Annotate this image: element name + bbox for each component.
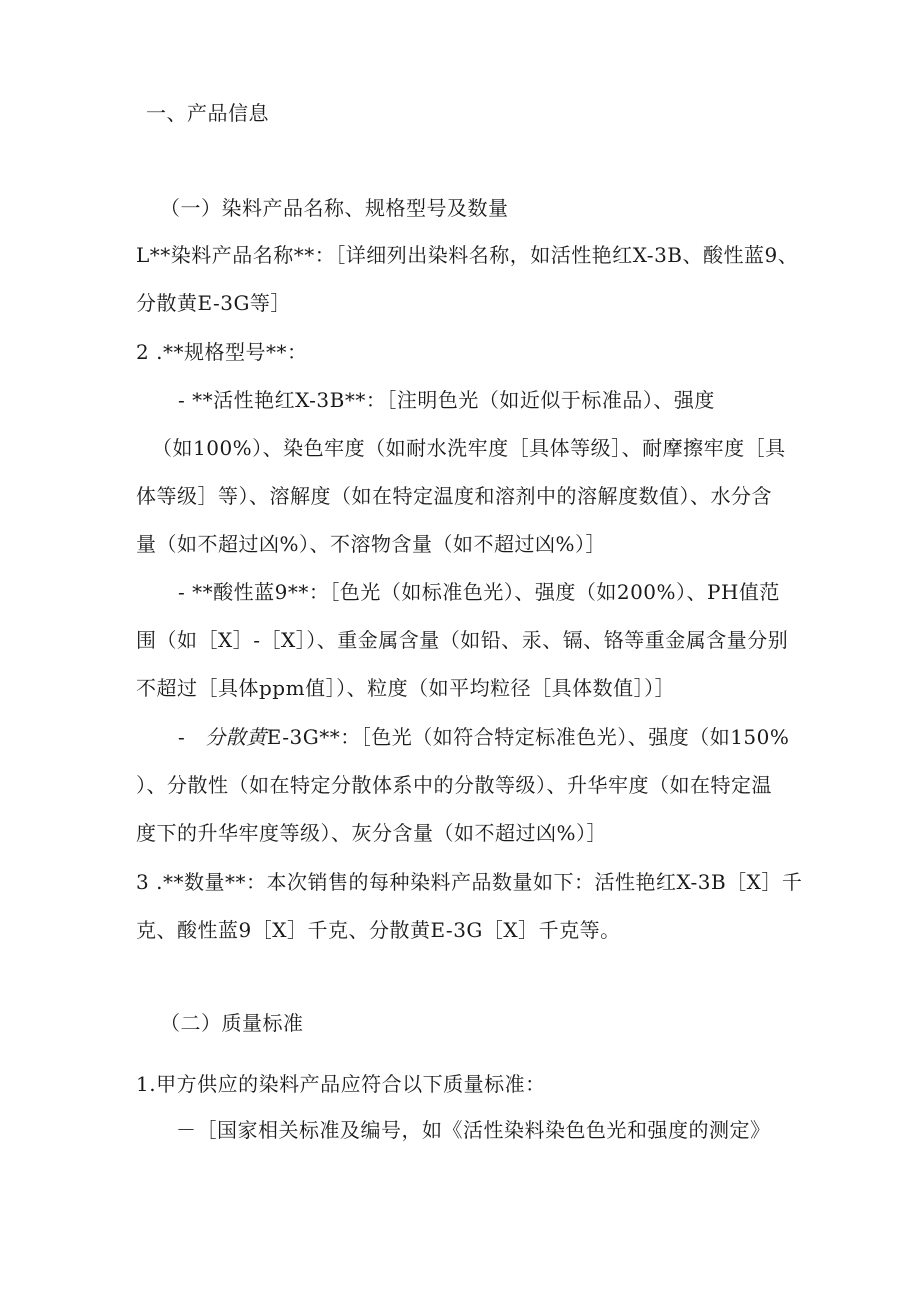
spec-a-line-4: 量（如不超过凶%）、不溶物含量（如不超过凶%）］: [136, 532, 607, 556]
quality-item-1: 1.甲方供应的染料产品应符合以下质量标准：: [136, 1072, 546, 1096]
item-3-line-2: 克、酸性蓝9［X］千克、分散黄E-3G［X］千克等。: [136, 918, 621, 942]
spec-b-line-1: - **酸性蓝9**：［色光（如标准色光）、强度（如200%）、PH值范: [178, 580, 780, 604]
spec-c-dash: -: [178, 725, 186, 749]
spec-c-line-1: [178, 724, 789, 750]
item-1-line-2: 分散黄E-3G等］: [136, 291, 291, 315]
spec-b-line-2: 围（如［X］-［X］）、重金属含量（如铅、汞、镉、铬等重金属含量分别: [136, 628, 789, 652]
subsection-heading-1: （一）染料产品名称、规格型号及数量: [160, 196, 509, 220]
item-3-line-1: 3 .**数量**：本次销售的每种染料产品数量如下：活性艳红X-3B［X］千: [136, 870, 803, 894]
spec-a-line-2: （如100%）、染色牢度（如耐水洗牢度［具体等级］、耐摩擦牢度［具: [152, 436, 786, 460]
subsection-heading-2: （二）质量标准: [160, 1011, 304, 1035]
spec-c-line-3: 度下的升华牢度等级）、灰分含量（如不超过凶%）］: [136, 821, 608, 845]
section-title: 一、产品信息: [146, 101, 269, 125]
spec-a-line-1: - **活性艳红X-3B**：［注明色光（如近似于标准品）、强度: [178, 388, 715, 412]
spec-a-line-3: 体等级］等）、溶解度（如在特定温度和溶剂中的溶解度数值）、水分含: [136, 484, 772, 508]
item-2-label: 2 .**规格型号**：: [136, 340, 308, 364]
quality-bullet-1: －［国家相关标准及编号，如《活性染料染色色光和强度的测定》: [176, 1118, 771, 1142]
spec-c-line-1-rest: E-3G**：［色光（如符合特定标准色光）、强度（如150%: [266, 725, 790, 749]
spec-c-line-2: ）、分散性（如在特定分散体系中的分散等级）、升华牢度（如在特定温: [136, 773, 772, 797]
spec-b-line-3: 不超过［具体ppm值］）、粒度（如平均粒径［具体数值］）］: [136, 676, 676, 700]
spec-c-italic-name: 分散黄: [205, 725, 267, 749]
item-1-line-1: L**染料产品名称**：［详细列出染料名称，如活性艳红X-3B、酸性蓝9、: [136, 243, 799, 267]
